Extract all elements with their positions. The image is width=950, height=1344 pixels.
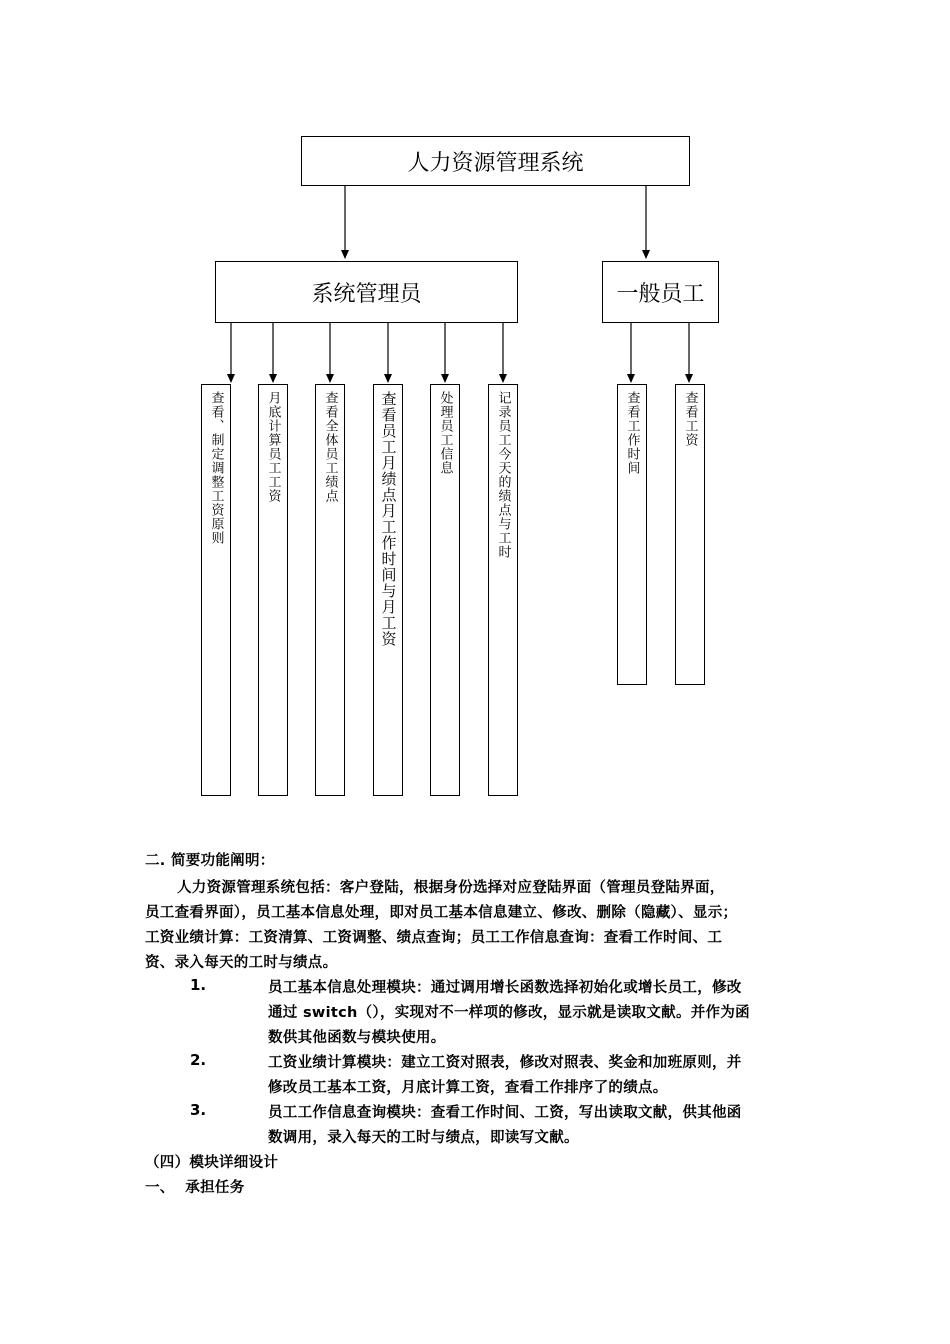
- admin-node-label: 系统管理员: [311, 281, 422, 307]
- employee-node-label: 一般员工: [616, 281, 705, 307]
- list-item-line: 数供其他函数与模块使用。: [268, 1030, 446, 1046]
- list-item-number: 2.: [190, 1051, 207, 1069]
- list-item-line: 工资业绩计算模块：建立工资对照表，修改对照表、奖金和加班原则，并: [268, 1055, 742, 1071]
- admin-child-label: 记录员工今天的绩点与工时: [495, 391, 511, 559]
- paragraph-line: 工资业绩计算：工资清算、工资调整、绩点查询；员工工作信息查询：查看工作时间、工: [145, 930, 723, 946]
- admin-child-label: 月底计算员工工资: [265, 391, 281, 503]
- list-item-line: 员工工作信息查询模块：查看工作时间、工资，写出读取文献，供其他函: [268, 1105, 742, 1121]
- list-item-line: 员工基本信息处理模块：通过调用增长函数选择初始化或增长员工，修改: [268, 980, 742, 996]
- admin-child-label: 查看、制定调整工资原则: [208, 391, 224, 545]
- employee-child-label: 查看工作时间: [624, 391, 640, 475]
- employee-child-label: 查看工资: [682, 391, 698, 447]
- paragraph-line: 资、录入每天的工时与绩点。: [145, 955, 338, 971]
- paragraph-line: 人力资源管理系统包括：客户登陆，根据身份选择对应登陆界面（管理员登陆界面，: [177, 880, 725, 896]
- section-heading: 二. 简要功能阐明：: [145, 853, 275, 869]
- list-item-line: 修改员工基本工资，月底计算工资，查看工作排序了的绩点。: [268, 1080, 668, 1096]
- list-item-line: 通过 switch（），实现对不一样项的修改，显示就是读取文献。并作为函: [268, 1005, 750, 1021]
- root-node-label: 人力资源管理系统: [407, 150, 584, 176]
- paragraph-line: 员工查看界面），员工基本信息处理，即对员工基本信息建立、修改、删除（隐藏）、显示；: [145, 905, 738, 921]
- section-title: 一、 承担任务: [145, 1180, 245, 1196]
- sub-heading: （四）模块详细设计: [145, 1155, 279, 1171]
- admin-child-label: 处理员工信息: [437, 391, 453, 475]
- admin-child-label: 查看员工月绩点月工作时间与月工资: [379, 391, 398, 647]
- list-item-line: 数调用，录入每天的工时与绩点，即读写文献。: [268, 1130, 579, 1146]
- list-item-number: 1.: [190, 976, 207, 994]
- admin-child-label: 查看全体员工绩点: [322, 391, 338, 503]
- list-item-number: 3.: [190, 1101, 207, 1119]
